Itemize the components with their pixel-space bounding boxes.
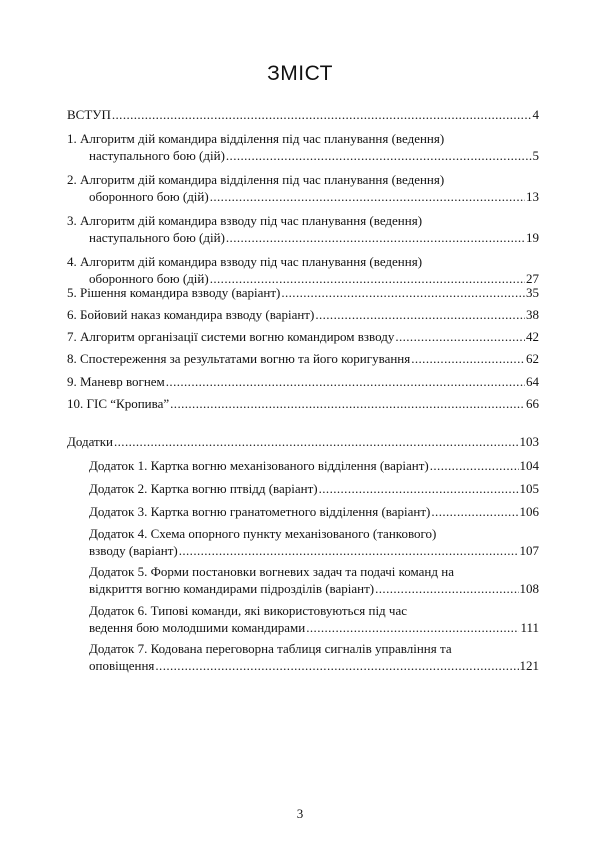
toc-entry-text-cont: ведення бою молодшими командирами <box>89 620 306 635</box>
dot-leader <box>430 457 519 474</box>
toc-page-number: 104 <box>519 458 539 473</box>
dot-leader <box>411 350 525 367</box>
toc-entry-4[interactable] <box>67 253 539 287</box>
toc-entry-appendix-7[interactable] <box>89 640 539 674</box>
toc-entry-7[interactable] <box>67 328 539 345</box>
toc-entry-3[interactable] <box>67 212 539 246</box>
toc-entry-text-cont: наступального бою (дій) <box>89 230 225 245</box>
dot-leader <box>315 306 525 323</box>
toc-page-number: 38 <box>526 307 539 322</box>
toc-page-number: 19 <box>526 230 539 245</box>
toc-entry-text: ВСТУП <box>67 107 111 122</box>
dot-leader <box>155 657 518 674</box>
toc-page-number: 27 <box>526 271 539 286</box>
toc-entry-text: 2. Алгоритм дій командира відділення під час планування (ведення) <box>67 172 445 187</box>
toc-page-number: 13 <box>526 189 539 204</box>
toc-entry-2[interactable] <box>67 171 539 205</box>
dot-leader <box>306 619 519 636</box>
toc-page-number: 107 <box>519 543 539 558</box>
toc-entry-text: 4. Алгоритм дій командира взводу під час планування (ведення) <box>67 254 423 269</box>
toc-entry-text: 7. Алгоритм організації системи вогню командиром взводу <box>67 329 395 344</box>
toc-entry-10[interactable] <box>67 395 539 412</box>
toc-page-number: 121 <box>519 658 539 673</box>
toc-entry-appendices[interactable] <box>67 433 539 450</box>
toc-page-number: 111 <box>520 620 539 635</box>
toc-entry-appendix-6[interactable] <box>89 602 539 636</box>
toc-entry-text-cont: відкриття вогню командирами підрозділів (варіант) <box>89 581 375 596</box>
toc-entry-1[interactable] <box>67 130 539 164</box>
toc-entry-text-cont: взводу (варіант) <box>89 543 178 558</box>
toc-page-number: 108 <box>519 581 539 596</box>
page-number: 3 <box>296 806 304 821</box>
dot-leader <box>114 433 519 450</box>
toc-entry-9[interactable] <box>67 373 539 390</box>
toc-entry-5[interactable] <box>67 284 539 301</box>
toc-entry-text-cont: наступального бою (дій) <box>89 148 225 163</box>
toc-entry-appendix-2[interactable] <box>89 480 539 497</box>
dot-leader <box>281 284 525 301</box>
toc-entry-8[interactable] <box>67 350 539 367</box>
toc-entry-appendix-1[interactable] <box>89 457 539 474</box>
toc-page-number: 62 <box>526 351 539 366</box>
toc-entry-text: 8. Спостереження за результатами вогню та його коригування <box>67 351 411 366</box>
toc-entry-appendix-4[interactable] <box>89 525 539 559</box>
dot-leader <box>226 229 525 246</box>
toc-entry-6[interactable] <box>67 306 539 323</box>
toc-entry-text: Додаток 4. Схема опорного пункту механізованого (танкового) <box>89 526 437 541</box>
toc-entry-text: Додаток 5. Форми постановки вогневих задач та подачі команд на <box>89 564 454 579</box>
dot-leader <box>170 395 525 412</box>
dot-leader <box>166 373 525 390</box>
toc-entry-text: 6. Бойовий наказ командира взводу (варіант) <box>67 307 315 322</box>
toc-page-number: 103 <box>519 434 539 449</box>
toc-entry-text: 5. Рішення командира взводу (варіант) <box>67 285 281 300</box>
dot-leader <box>226 147 532 164</box>
toc-entry-text-cont: оборонного бою (дій) <box>89 189 209 204</box>
toc-entry-intro[interactable] <box>67 106 539 123</box>
toc-entry-text: Додаток 6. Типові команди, які використовуються під час <box>89 603 407 618</box>
toc-entry-text-cont: оборонного бою (дій) <box>89 271 209 286</box>
toc-entry-text: Додаток 2. Картка вогню птвідд (варіант) <box>89 481 318 496</box>
dot-leader <box>179 542 519 559</box>
toc-entry-text: 3. Алгоритм дій командира взводу під час планування (ведення) <box>67 213 423 228</box>
dot-leader <box>375 580 518 597</box>
toc-page-number: 64 <box>526 374 539 389</box>
dot-leader <box>210 188 525 205</box>
toc-entry-text: Додатки <box>67 434 113 449</box>
toc-page-number: 35 <box>526 285 539 300</box>
toc-page-number: 5 <box>532 148 539 163</box>
toc-entry-text: 9. Маневр вогнем <box>67 374 165 389</box>
toc-page-number: 42 <box>526 329 539 344</box>
toc-entry-appendix-5[interactable] <box>89 563 539 597</box>
dot-leader <box>112 106 532 123</box>
toc-entry-text-cont: оповіщення <box>89 658 155 673</box>
toc-entry-text: Додаток 1. Картка вогню механізованого відділення (варіант) <box>89 458 429 473</box>
dot-leader <box>431 503 518 520</box>
toc-entry-text: 10. ГІС “Кропива” <box>67 396 170 411</box>
toc-page-number: 4 <box>532 107 539 122</box>
toc-page-number: 106 <box>519 504 539 519</box>
dot-leader <box>395 328 525 345</box>
dot-leader <box>319 480 519 497</box>
toc-entry-text: Додаток 3. Картка вогню гранатометного відділення (варіант) <box>89 504 431 519</box>
toc-page-number: 66 <box>526 396 539 411</box>
toc-entry-appendix-3[interactable] <box>89 503 539 520</box>
toc-entry-text: Додаток 7. Кодована переговорна таблиця сигналів управління та <box>89 641 452 656</box>
toc-entry-text: 1. Алгоритм дій командира відділення під час планування (ведення) <box>67 131 445 146</box>
page-title: ЗМІСТ <box>267 62 333 85</box>
toc-page-number: 105 <box>519 481 539 496</box>
